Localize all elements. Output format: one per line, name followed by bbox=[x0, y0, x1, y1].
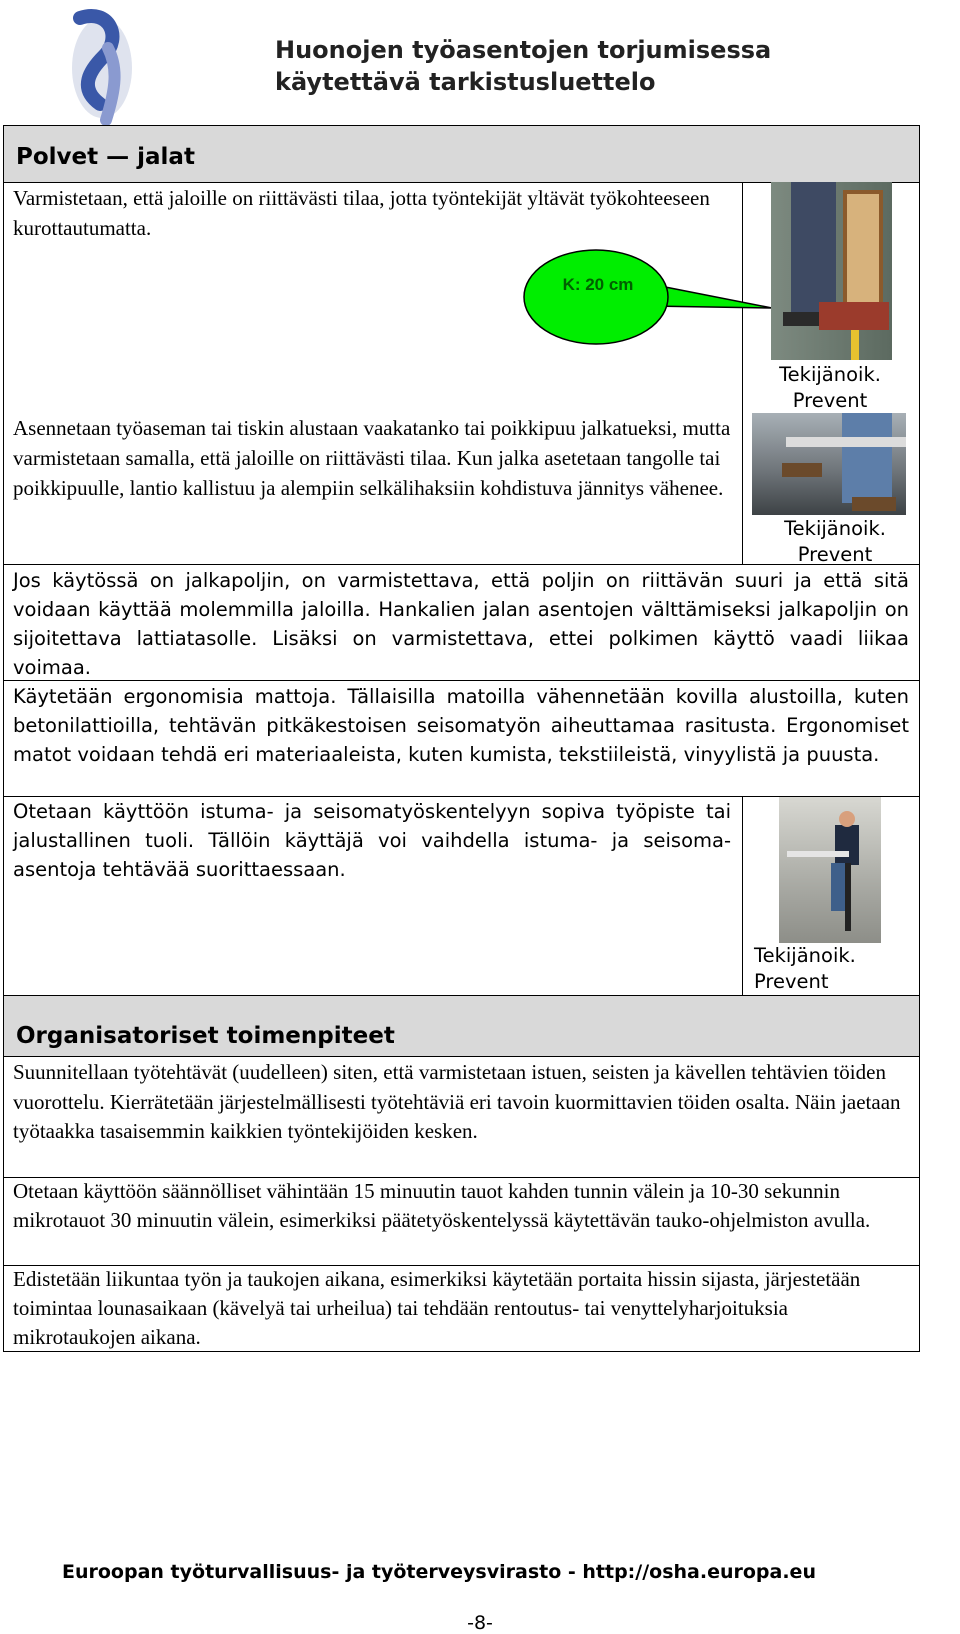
paragraph-sit-stand: Otetaan käyttöön istuma- ja seisomatyöskentelyyn sopiva työpiste tai jalustallinen tuoli. Tällöin käyttäjä voi vaihdella istuma- ja seisoma-asentoja tehtävää suorittaessaan. bbox=[13, 800, 731, 881]
photo-leg-space bbox=[771, 182, 892, 360]
photo-credit-1: Tekijänoik. Prevent bbox=[779, 363, 881, 412]
paragraph-task-rotation: Suunnitellaan työtehtävät (uudelleen) siten, että varmistetaan istuen, seisten ja kävellen tehtävien töiden vuorottelu. Kierrätetään järjestelmällisesti työtehtäviä eri tavoin kuormittavien töiden osalta. Näin jaetaan työtaakka tasaisemmin kaikkien työntekijöiden kesken. bbox=[13, 1060, 901, 1143]
section-heading-organisational: Organisatoriset toimenpiteet bbox=[4, 996, 919, 1056]
document-title: Huonojen työasentojen torjumisessa käytettävä tarkistusluettelo bbox=[275, 36, 772, 96]
photo-footrest-bar bbox=[752, 413, 906, 515]
paragraph-legroom: Varmistetaan, että jaloille on riittävästi tilaa, jotta työntekijät yltävät työkohteeseen kurottautumatta. bbox=[13, 186, 710, 240]
page-number: -8- bbox=[467, 1612, 493, 1634]
paragraph-breaks: Otetaan käyttöön säännölliset vähintään 15 minuutin tauot kahden tunnin välein ja 10-30 sekunnin mikrotauot 30 minuutin välein, esimerkiksi päätetyöskentelyssä käytettävän tauko-ohjelmiston avulla. bbox=[13, 1179, 871, 1232]
footer-agency: Euroopan työturvallisuus- ja työterveysvirasto - http://osha.europa.eu bbox=[62, 1561, 816, 1583]
paragraph-footrest: Asennetaan työaseman tai tiskin alustaan vaakatanko tai poikkipuu jalkatueksi, mutta varmistetaan samalla, että jaloille on riittävästi tilaa. Kun jalka asetetaan tangolle tai poikkipuulle, lantio kallistuu ja alempiin selkälihaksiin kohdistuva jännitys vähenee. bbox=[13, 416, 731, 500]
callout-text: K: 20 cm bbox=[562, 275, 634, 294]
photo-credit-3: Tekijänoik. Prevent bbox=[754, 944, 856, 993]
section-heading-knees-feet: Polvet — jalat bbox=[4, 126, 919, 182]
photo-credit-2: Tekijänoik. Prevent bbox=[784, 517, 886, 566]
osha-logo bbox=[60, 8, 140, 126]
paragraph-ergonomic-mats: Käytetään ergonomisia mattoja. Tällaisilla matoilla vähennetään kovilla alustoilla, kuten betonilattioilla, tehtävän pitkäkestoisen seisomatyön aiheuttamaa rasitusta. Ergonomiset matot voidaan tehdä eri materiaaleista, kuten kumista, tekstiileistä, vinyylistä ja puusta. bbox=[13, 685, 909, 766]
paragraph-exercise: Edistetään liikuntaa työn ja taukojen aikana, esimerkiksi käytetään portaita hissin sijasta, järjestetään toimintaa lounasaikaan (kävelyä tai urheilua) tai tehdään rentoutus- tai venyttelyharjoituksia mikrotaukojen aikana. bbox=[13, 1267, 861, 1349]
photo-sit-stand-chair bbox=[779, 797, 881, 943]
paragraph-foot-pedal: Jos käytössä on jalkapoljin, on varmistettava, että poljin on riittävän suuri ja että sitä voidaan käyttää molemmilla jaloilla. Hankalien jalan asentojen välttämiseksi jalkapoljin on sijoitettava lattiatasolle. Lisäksi on varmistettava, ettei polkimen käyttö vaadi liikaa voimaa. bbox=[13, 569, 909, 679]
callout-bubble bbox=[520, 244, 780, 348]
